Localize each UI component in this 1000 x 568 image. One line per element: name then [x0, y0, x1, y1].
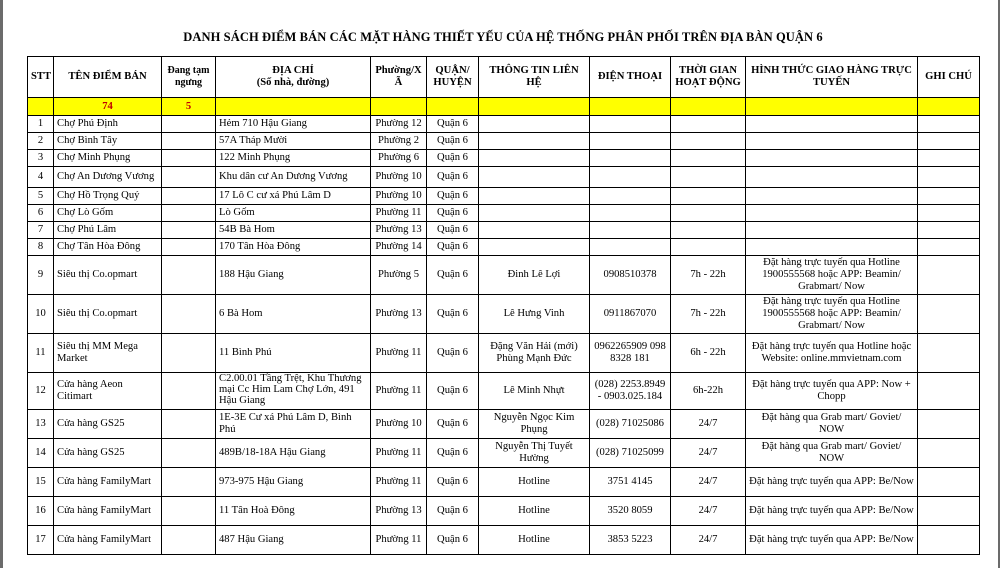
table-row — [28, 256, 980, 295]
cell-address: 489B/18-18A Hậu Giang — [216, 439, 371, 468]
cell-store-name: Chợ Minh Phụng — [54, 150, 162, 167]
cell-district: Quận 6 — [427, 222, 479, 239]
cell-notes — [918, 256, 980, 295]
cell-district: Quận 6 — [427, 334, 479, 373]
cell-district: Quận 6 — [427, 295, 479, 334]
cell-contact — [479, 205, 590, 222]
cell-address: 188 Hậu Giang — [216, 256, 371, 295]
cell-ward: Phường 10 — [371, 410, 427, 439]
summary-empty — [671, 98, 746, 116]
summary-empty — [746, 98, 918, 116]
cell-contact: Hotline — [479, 468, 590, 497]
cell-hours: 6h-22h — [671, 373, 746, 410]
page-title: DANH SÁCH ĐIỂM BÁN CÁC MẶT HÀNG THIẾT YẾU CỦA HỆ THỐNG PHÂN PHỐI TRÊN ĐỊA BÀN QUẬN 6 — [183, 30, 823, 44]
cell-contact — [479, 222, 590, 239]
cell-contact — [479, 188, 590, 205]
summary-paused: 5 — [162, 98, 216, 116]
cell-delivery: Đặt hàng trực tuyến qua APP: Be/Now — [746, 526, 918, 555]
cell-paused — [162, 222, 216, 239]
cell-hours: 7h - 22h — [671, 256, 746, 295]
header-address-label: ĐỊA CHỈ — [272, 65, 314, 76]
cell-stt: 1 — [28, 116, 54, 133]
cell-delivery: Đặt hàng trực tuyến qua APP: Be/Now — [746, 468, 918, 497]
cell-delivery — [746, 116, 918, 133]
cell-store-name: Chợ Hồ Trọng Quý — [54, 188, 162, 205]
cell-stt: 10 — [28, 295, 54, 334]
cell-district: Quận 6 — [427, 167, 479, 188]
cell-paused — [162, 256, 216, 295]
cell-ward: Phường 11 — [371, 526, 427, 555]
table-row — [28, 373, 980, 410]
cell-phone — [590, 150, 671, 167]
cell-paused — [162, 205, 216, 222]
cell-paused — [162, 239, 216, 256]
cell-contact: Hotline — [479, 526, 590, 555]
table-row — [28, 239, 980, 256]
cell-stt: 17 — [28, 526, 54, 555]
cell-paused — [162, 410, 216, 439]
cell-store-name: Cửa hàng GS25 — [54, 410, 162, 439]
cell-paused — [162, 188, 216, 205]
cell-address — [216, 373, 371, 410]
cell-address: 1E-3E Cư xá Phú Lâm D, Bình Phú — [216, 410, 371, 439]
cell-ward: Phường 12 — [371, 116, 427, 133]
cell-ward: Phường 13 — [371, 222, 427, 239]
cell-phone — [590, 239, 671, 256]
cell-ward: Phường 6 — [371, 150, 427, 167]
cell-store-name: Chợ An Dương Vương — [54, 167, 162, 188]
cell-hours — [671, 239, 746, 256]
cell-paused — [162, 150, 216, 167]
cell-contact — [479, 239, 590, 256]
cell-stt: 8 — [28, 239, 54, 256]
cell-paused — [162, 295, 216, 334]
cell-paused — [162, 373, 216, 410]
cell-delivery — [746, 167, 918, 188]
table-row — [28, 116, 980, 133]
cell-address: Hẻm 710 Hậu Giang — [216, 116, 371, 133]
header-hours: THỜI GIAN HOẠT ĐỘNG — [671, 57, 746, 98]
summary-empty — [216, 98, 371, 116]
cell-stt: 4 — [28, 167, 54, 188]
cell-district: Quận 6 — [427, 410, 479, 439]
cell-phone: (028) 71025099 — [590, 439, 671, 468]
cell-contact — [479, 150, 590, 167]
cell-stt: 5 — [28, 188, 54, 205]
table-row — [28, 468, 980, 497]
cell-district: Quận 6 — [427, 116, 479, 133]
cell-store-name: Chợ Bình Tây — [54, 133, 162, 150]
cell-hours: 24/7 — [671, 468, 746, 497]
table-row — [28, 133, 980, 150]
cell-notes — [918, 526, 980, 555]
table-row — [28, 410, 980, 439]
cell-notes — [918, 497, 980, 526]
summary-empty — [427, 98, 479, 116]
cell-delivery: Đặt hàng qua Grab mart/ Goviet/ NOW — [746, 439, 918, 468]
cell-phone: (028) 71025086 — [590, 410, 671, 439]
cell-hours — [671, 205, 746, 222]
cell-store-name: Chợ Lò Gốm — [54, 205, 162, 222]
header-district: QUẬN/ HUYỆN — [427, 57, 479, 98]
cell-district: Quận 6 — [427, 150, 479, 167]
header-row — [28, 57, 980, 98]
cell-store-name: Chợ Phú Lâm — [54, 222, 162, 239]
cell-store-name: Cửa hàng GS25 — [54, 439, 162, 468]
cell-notes — [918, 133, 980, 150]
cell-district: Quận 6 — [427, 373, 479, 410]
cell-address: 17 Lô C cư xá Phú Lâm D — [216, 188, 371, 205]
cell-paused — [162, 497, 216, 526]
cell-store-name: Siêu thị Co.opmart — [54, 256, 162, 295]
cell-address: 11 Tân Hoà Đông — [216, 497, 371, 526]
cell-ward: Phường 10 — [371, 188, 427, 205]
cell-hours — [671, 150, 746, 167]
cell-store-name: Siêu thị MM Mega Market — [54, 334, 162, 373]
cell-phone: (028) 2253.8949 - 0903.025.184 — [590, 373, 671, 410]
cell-ward: Phường 10 — [371, 167, 427, 188]
cell-delivery — [746, 239, 918, 256]
cell-delivery — [746, 205, 918, 222]
cell-stt: 2 — [28, 133, 54, 150]
cell-stt: 7 — [28, 222, 54, 239]
cell-delivery: Đặt hàng trực tuyến qua Hotline 1900555568 hoặc APP: Beamin/ Grabmart/ Now — [746, 256, 918, 295]
header-delivery: HÌNH THỨC GIAO HÀNG TRỰC TUYẾN — [746, 57, 918, 98]
cell-paused — [162, 133, 216, 150]
cell-hours — [671, 133, 746, 150]
cell-contact — [479, 116, 590, 133]
cell-hours — [671, 167, 746, 188]
cell-store-name: Cửa hàng Aeon Citimart — [54, 373, 162, 410]
cell-address: 973-975 Hậu Giang — [216, 468, 371, 497]
cell-address: 170 Tân Hòa Đông — [216, 239, 371, 256]
table-row — [28, 188, 980, 205]
cell-district: Quận 6 — [427, 439, 479, 468]
cell-notes — [918, 205, 980, 222]
cell-paused — [162, 116, 216, 133]
cell-notes — [918, 334, 980, 373]
header-address-sub: (Số nhà, đường) — [256, 77, 330, 88]
cell-hours: 24/7 — [671, 526, 746, 555]
cell-phone: 3751 4145 — [590, 468, 671, 497]
cell-hours: 7h - 22h — [671, 295, 746, 334]
cell-notes — [918, 373, 980, 410]
cell-notes — [918, 116, 980, 133]
table-row — [28, 150, 980, 167]
table-row — [28, 526, 980, 555]
cell-delivery: Đặt hàng qua Grab mart/ Goviet/ NOW — [746, 410, 918, 439]
cell-ward: Phường 11 — [371, 373, 427, 410]
store-table — [27, 56, 980, 555]
cell-phone — [590, 133, 671, 150]
cell-delivery: Đặt hàng trực tuyến qua Hotline 1900555568 hoặc APP: Beamin/ Grabmart/ Now — [746, 295, 918, 334]
cell-notes — [918, 150, 980, 167]
table-row — [28, 167, 980, 188]
header-paused: Đang tạm ngưng — [162, 57, 216, 98]
cell-hours: 6h - 22h — [671, 334, 746, 373]
cell-delivery — [746, 133, 918, 150]
header-address — [216, 57, 371, 98]
header-contact: THÔNG TIN LIÊN HỆ — [479, 57, 590, 98]
summary-row — [28, 98, 980, 116]
cell-store-name: Cửa hàng FamilyMart — [54, 497, 162, 526]
cell-hours — [671, 116, 746, 133]
cell-stt: 14 — [28, 439, 54, 468]
cell-stt: 11 — [28, 334, 54, 373]
cell-ward: Phường 11 — [371, 205, 427, 222]
cell-notes — [918, 222, 980, 239]
header-store-name: TÊN ĐIỂM BÁN — [54, 57, 162, 98]
summary-empty — [590, 98, 671, 116]
cell-stt: 6 — [28, 205, 54, 222]
cell-paused — [162, 468, 216, 497]
cell-phone: 3853 5223 — [590, 526, 671, 555]
window-frame-left — [0, 0, 3, 568]
cell-contact: Lê Minh Nhựt — [479, 373, 590, 410]
summary-empty — [918, 98, 980, 116]
table-row — [28, 497, 980, 526]
table-row — [28, 295, 980, 334]
cell-paused — [162, 167, 216, 188]
cell-notes — [918, 188, 980, 205]
cell-district: Quận 6 — [427, 256, 479, 295]
cell-district: Quận 6 — [427, 239, 479, 256]
table-row — [28, 205, 980, 222]
cell-ward: Phường 11 — [371, 334, 427, 373]
cell-district: Quận 6 — [427, 188, 479, 205]
cell-address: 487 Hậu Giang — [216, 526, 371, 555]
cell-contact — [479, 167, 590, 188]
cell-ward: Phường 11 — [371, 468, 427, 497]
cell-notes — [918, 167, 980, 188]
cell-phone: 3520 8059 — [590, 497, 671, 526]
cell-address: 11 Bình Phú — [216, 334, 371, 373]
cell-notes — [918, 410, 980, 439]
cell-phone: 0962265909 098 8328 181 — [590, 334, 671, 373]
cell-address: 54B Bà Hom — [216, 222, 371, 239]
cell-paused — [162, 439, 216, 468]
cell-hours: 24/7 — [671, 497, 746, 526]
header-notes: GHI CHÚ — [918, 57, 980, 98]
cell-district: Quận 6 — [427, 205, 479, 222]
cell-hours — [671, 222, 746, 239]
cell-district: Quận 6 — [427, 468, 479, 497]
cell-notes — [918, 239, 980, 256]
cell-address-text: C2.00.01 Tầng Trệt, Khu Thương mại Cc Him Lam Chợ Lớn, 491 Hậu Giang — [219, 373, 362, 406]
cell-ward: Phường 5 — [371, 256, 427, 295]
cell-notes — [918, 468, 980, 497]
cell-delivery: Đặt hàng trực tuyến qua APP: Now + Chopp — [746, 373, 918, 410]
cell-stt: 3 — [28, 150, 54, 167]
cell-phone: 0911867070 — [590, 295, 671, 334]
cell-district: Quận 6 — [427, 497, 479, 526]
summary-empty-stt — [28, 98, 54, 116]
cell-stt: 9 — [28, 256, 54, 295]
cell-hours: 24/7 — [671, 410, 746, 439]
cell-phone: 0908510378 — [590, 256, 671, 295]
cell-delivery — [746, 150, 918, 167]
summary-empty — [479, 98, 590, 116]
cell-delivery — [746, 188, 918, 205]
table-row — [28, 222, 980, 239]
cell-phone — [590, 222, 671, 239]
cell-delivery: Đặt hàng trực tuyến qua Hotline hoặc Website: online.mmvietnam.com — [746, 334, 918, 373]
cell-address: 122 Minh Phụng — [216, 150, 371, 167]
cell-ward: Phường 2 — [371, 133, 427, 150]
summary-empty — [371, 98, 427, 116]
cell-stt: 13 — [28, 410, 54, 439]
cell-store-name: Chợ Tân Hòa Đông — [54, 239, 162, 256]
cell-phone — [590, 167, 671, 188]
cell-notes — [918, 439, 980, 468]
cell-notes — [918, 295, 980, 334]
cell-hours: 24/7 — [671, 439, 746, 468]
cell-ward: Phường 14 — [371, 239, 427, 256]
cell-contact: Lê Hưng Vinh — [479, 295, 590, 334]
header-phone: ĐIỆN THOẠI — [590, 57, 671, 98]
cell-paused — [162, 526, 216, 555]
cell-address: 6 Bà Hom — [216, 295, 371, 334]
cell-stt: 12 — [28, 373, 54, 410]
cell-district: Quận 6 — [427, 133, 479, 150]
cell-store-name: Cửa hàng FamilyMart — [54, 468, 162, 497]
cell-address: Lò Gốm — [216, 205, 371, 222]
cell-delivery — [746, 222, 918, 239]
cell-contact: Nguyễn Ngọc Kim Phụng — [479, 410, 590, 439]
cell-ward: Phường 13 — [371, 295, 427, 334]
cell-district: Quận 6 — [427, 526, 479, 555]
cell-phone — [590, 188, 671, 205]
cell-store-name: Siêu thị Co.opmart — [54, 295, 162, 334]
cell-ward: Phường 11 — [371, 439, 427, 468]
cell-store-name: Chợ Phú Định — [54, 116, 162, 133]
cell-hours — [671, 188, 746, 205]
summary-total: 74 — [54, 98, 162, 116]
cell-contact: Đặng Văn Hải (mới) Phùng Mạnh Đức — [479, 334, 590, 373]
cell-delivery: Đặt hàng trực tuyến qua APP: Be/Now — [746, 497, 918, 526]
cell-contact: Hotline — [479, 497, 590, 526]
cell-stt: 16 — [28, 497, 54, 526]
cell-contact — [479, 133, 590, 150]
cell-stt: 15 — [28, 468, 54, 497]
header-ward: Phường/XÃ — [371, 57, 427, 98]
cell-paused — [162, 334, 216, 373]
cell-phone — [590, 205, 671, 222]
cell-store-name: Cửa hàng FamilyMart — [54, 526, 162, 555]
cell-contact: Đinh Lê Lợi — [479, 256, 590, 295]
header-stt: STT — [28, 57, 54, 98]
cell-address: 57A Tháp Mười — [216, 133, 371, 150]
table-row — [28, 334, 980, 373]
cell-phone — [590, 116, 671, 133]
cell-address: Khu dân cư An Dương Vương — [216, 167, 371, 188]
cell-contact: Nguyễn Thị Tuyết Hường — [479, 439, 590, 468]
table-row — [28, 439, 980, 468]
cell-ward: Phường 13 — [371, 497, 427, 526]
